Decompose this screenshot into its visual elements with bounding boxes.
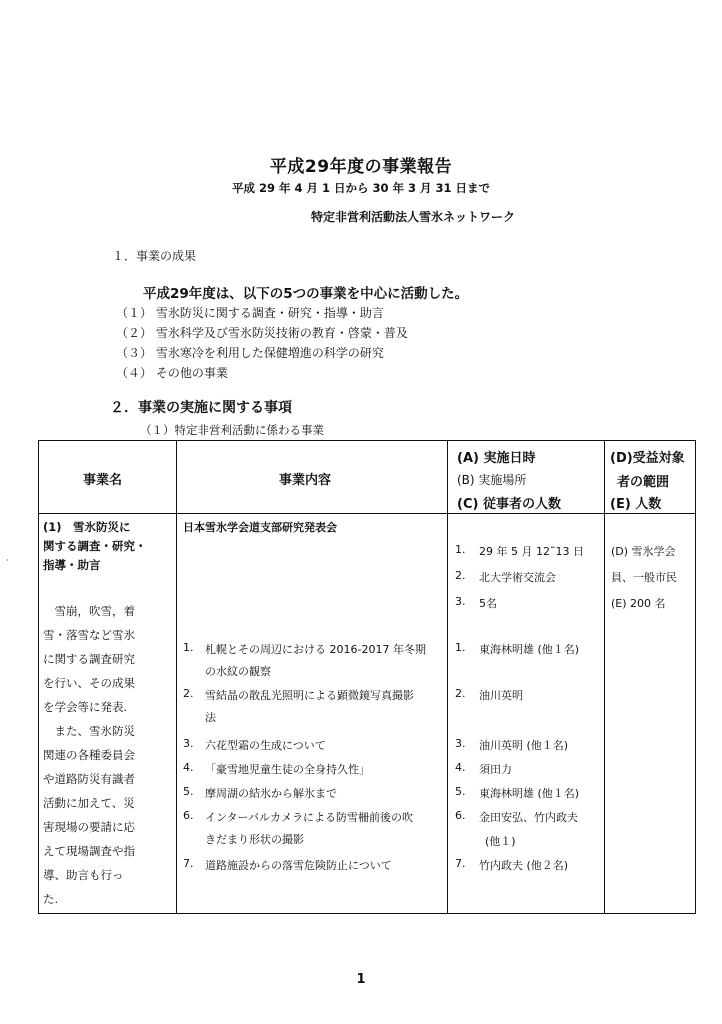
header-project-name: 事業名 bbox=[83, 473, 123, 488]
page-title: 平成29年度の事業報告 bbox=[269, 157, 453, 177]
header-beneficiary: (D)受益対象 bbox=[610, 451, 685, 466]
meeting-info: 3. 5名 bbox=[455, 595, 497, 610]
presenter: 7. 竹内政夫 (他２名) bbox=[455, 857, 569, 872]
project-desc-line: 害現場の要請に応 bbox=[43, 820, 135, 834]
header-place: (B) 実施場所 bbox=[457, 473, 527, 487]
presentation-item: 6. インターバルカメラによる防雪柵前後の吹 bbox=[183, 809, 414, 824]
beneficiary-line: 員、一般市民 bbox=[611, 571, 677, 584]
report-period: 平成 29 年 4 月 1 日から 30 年 3 月 31 日まで bbox=[231, 181, 491, 195]
presentation-item: 3. 六花型霜の生成について bbox=[183, 737, 326, 752]
presentation-item: 5. 摩周湖の結氷から解氷まで bbox=[183, 785, 337, 800]
meeting-info: 1. 29 年 5 月 12˜13 日 bbox=[455, 543, 584, 558]
presenter: 4. 須田力 bbox=[455, 761, 512, 776]
header-date: (A) 実施日時 bbox=[457, 451, 536, 466]
project-desc-line: や道路防災有識者 bbox=[43, 772, 135, 786]
project-name-line: 指導・助言 bbox=[43, 558, 101, 572]
project-desc-line: を学会等に発表. bbox=[43, 700, 128, 714]
presentation-item: 2. 雪結晶の散乱光照明による顕微鏡写真撮影 bbox=[183, 687, 414, 702]
activity-item: （４） その他の事業 bbox=[116, 366, 228, 380]
meeting-name: 日本雪氷学会道支部研究発表会 bbox=[183, 521, 337, 534]
activity-item: （１） 雪氷防災に関する調査・研究・指導・助言 bbox=[116, 306, 384, 320]
activity-item: （３） 雪氷寒冷を利用した保健増進の科学の研究 bbox=[116, 346, 384, 360]
activities-table bbox=[38, 440, 696, 914]
project-desc-line: 雪崩，吹雪，着 bbox=[43, 604, 135, 618]
header-divider bbox=[39, 513, 695, 514]
project-desc-line: 関連の各種委員会 bbox=[43, 748, 135, 762]
intro-text: 平成29年度は、以下の5つの事業を中心に活動した。 bbox=[143, 286, 469, 302]
project-desc-line: を行い、その成果 bbox=[43, 676, 135, 690]
subsection-heading: （１）特定非営利活動に係わる事業 bbox=[140, 423, 324, 437]
presenter: 6. 金田安弘、竹内政夫 bbox=[455, 809, 578, 824]
presenter-cont: (他１) bbox=[485, 835, 516, 848]
project-desc-line: に関する調査研究 bbox=[43, 652, 135, 666]
presentation-item: 1. 札幌とその周辺における 2016-2017 年冬期 bbox=[183, 641, 426, 656]
presentation-item: 4. 「豪雪地児童生徒の全身持久性」 bbox=[183, 761, 370, 776]
presenter: 3. 油川英明 (他１名) bbox=[455, 737, 569, 752]
presenter: 2. 油川英明 bbox=[455, 687, 523, 702]
project-desc-line: 導、助言も行っ bbox=[43, 868, 124, 882]
activity-item: （２） 雪氷科学及び雪氷防災技術の教育・啓蒙・普及 bbox=[116, 326, 408, 340]
project-name-line: (1) 雪氷防災に bbox=[43, 520, 131, 534]
project-desc-line: えて現場調査や指 bbox=[43, 844, 135, 858]
beneficiary-count: (E) 200 名 bbox=[611, 597, 666, 610]
beneficiary-line: (D) 雪氷学会 bbox=[611, 545, 676, 558]
organization-name: 特定非営利活動法人雪氷ネットワーク bbox=[311, 210, 516, 224]
page-number: 1 bbox=[356, 972, 366, 987]
presentation-item-cont: 法 bbox=[205, 711, 216, 724]
project-name-line: 関する調査・研究・ bbox=[43, 539, 147, 553]
scan-speck: · bbox=[6, 556, 9, 565]
header-beneficiary-scope: 者の範囲 bbox=[617, 475, 670, 490]
presentation-item-cont: の水紋の観察 bbox=[205, 665, 271, 678]
presentation-item: 7. 道路施設からの落雪危険防止について bbox=[183, 857, 392, 872]
presenter: 1. 東海林明雄 (他１名) bbox=[455, 641, 580, 656]
header-project-content: 事業内容 bbox=[279, 473, 332, 488]
column-divider bbox=[604, 441, 605, 913]
section-heading-results: １．事業の成果 bbox=[112, 249, 197, 263]
header-beneficiary-count: (E) 人数 bbox=[610, 497, 662, 512]
project-desc-line: た. bbox=[43, 892, 59, 906]
presentation-item-cont: きだまり形状の撮影 bbox=[205, 833, 304, 846]
column-divider bbox=[176, 441, 177, 913]
section-heading-implementation: ２．事業の実施に関する事項 bbox=[110, 400, 292, 416]
project-desc-line: 活動に加えて、災 bbox=[43, 796, 135, 810]
header-staff-count: (C) 従事者の人数 bbox=[457, 497, 561, 512]
project-desc-line: また、雪氷防災 bbox=[43, 724, 135, 738]
column-divider bbox=[447, 441, 448, 913]
project-desc-line: 雪・落雪など雪氷 bbox=[43, 628, 135, 642]
presenter: 5. 東海林明雄 (他１名) bbox=[455, 785, 580, 800]
meeting-info: 2. 北大学術交流会 bbox=[455, 569, 556, 584]
